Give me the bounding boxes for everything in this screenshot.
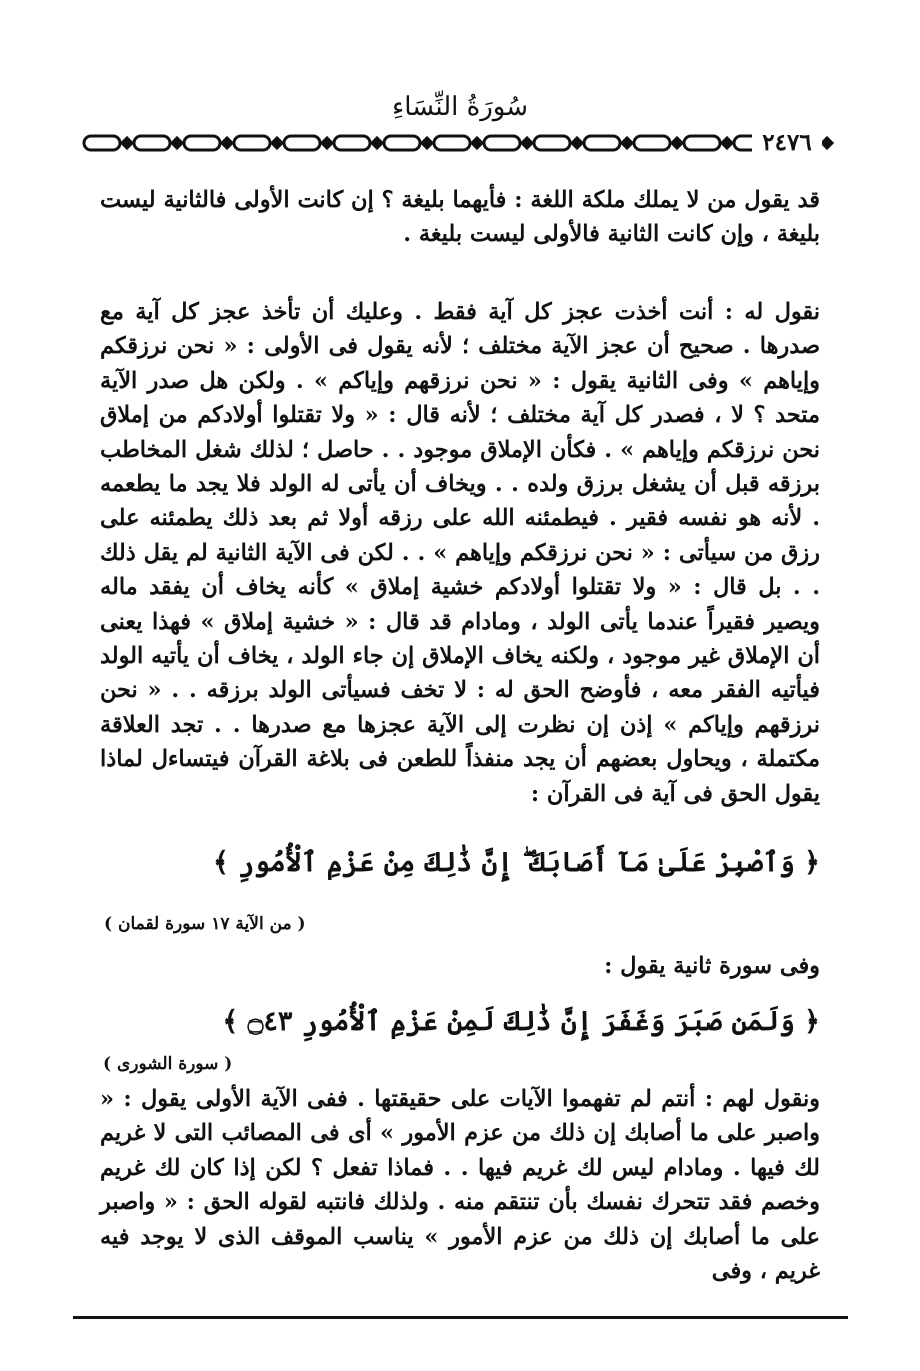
verse-1-reference: ( من الآية ١٧ سورة لقمان ) bbox=[104, 914, 306, 934]
paragraph-text: ونقول لهم : أنتم لم تفهموا الآيات على حقيقتها . ففى الآية الأولى يقول : « واصبر على ما أصابك إن ذلك من عزم الأمور » أى فى المصائب التى لا غريم لك فيها . ومادام ليس لك غريم فيها . . فماذا تفعل ؟ لكن إذا كان لك غريم وخصم فقد تتحرك نفسك بأن تنتقم منه . ولذلك فانتبه لقوله الحق : « واصبر على ما أصابك إن ذلك من عزم الأمور » يناسب الموقف الذى لا يوجد فيه غريم ، وفى bbox=[100, 1086, 820, 1285]
chain-link-oval bbox=[284, 136, 320, 150]
chain-link-oval bbox=[84, 136, 120, 150]
chain-link-oval bbox=[384, 136, 420, 150]
chain-link-oval bbox=[434, 136, 470, 150]
chain-link-oval bbox=[484, 136, 520, 150]
chain-diamond bbox=[322, 138, 332, 148]
chain-diamond bbox=[722, 138, 732, 148]
surah-title: سُورَةُ النِّسَاءِ bbox=[392, 92, 528, 122]
paragraph-3 bbox=[100, 1082, 820, 1288]
chain-diamond bbox=[672, 138, 682, 148]
page-number: ٢٤٧٦ bbox=[752, 129, 822, 156]
footer-rule bbox=[73, 1316, 848, 1319]
chain-diamond bbox=[272, 138, 282, 148]
verse-2-intro: وفى سورة ثانية يقول : bbox=[604, 953, 820, 979]
quran-verse-1: ﴿ وَٱصْبِرْ عَلَىٰ مَآ أَصَابَكَ ۖ إِنَّ ذَٰلِكَ مِنْ عَزْمِ ٱلْأُمُورِ ﴾ bbox=[213, 847, 820, 878]
chain-diamond bbox=[622, 138, 632, 148]
chain-diamond bbox=[222, 138, 232, 148]
ornamental-header-border bbox=[80, 128, 850, 158]
quran-verse-2: ﴿ وَلَمَن صَبَرَ وَغَفَرَ إِنَّ ذَٰلِكَ لَمِنْ عَزْمِ ٱلْأُمُورِ ۝٤٣ ﴾ bbox=[222, 1006, 820, 1037]
chain-link-oval bbox=[584, 136, 620, 150]
chain-diamond bbox=[522, 138, 532, 148]
verse-2-reference: ( سورة الشورى ) bbox=[103, 1054, 233, 1074]
chain-diamond bbox=[422, 138, 432, 148]
chain-diamond bbox=[372, 138, 382, 148]
chain-diamond bbox=[472, 138, 482, 148]
paragraph-text: قد يقول من لا يملك ملكة اللغة : فأيهما بليغة ؟ إن كانت الأولى فالثانية ليست بليغة ، وإن كانت الثانية فالأولى ليست بليغة . bbox=[100, 187, 820, 248]
chain-link-oval bbox=[184, 136, 220, 150]
paragraph-text: نقول له : أنت أخذت عجز كل آية فقط . وعليك أن تأخذ عجز كل آية مع صدرها . صحيح أن عجز الآية مختلف ؛ لأنه يقول فى الأولى : « نحن نرزقكم وإياهم » وفى الثانية يقول : « نحن نرزقهم وإياكم » . ولكن هل صدر الآية متحد ؟ لا ، فصدر كل آية مختلف ؛ لأنه قال : « ولا تقتلوا أولادكم من إملاق نحن نرزقكم وإياهم » . فكأن الإملاق موجود . . حاصل ؛ لذلك شغل المخاطب برزقه قبل أن يشغل برزق ولده . . ويخاف أن يأتى له الولد فلا يجد ما يطعمه . لأنه هو نفسه فقير . فيطمئنه الله على رزقه أولا ثم بعد ذلك يطمئنه على رزق من سيأتى : « نحن نرزقكم وإياهم » . . لكن فى الآية الثانية لم يقل ذلك . . بل قال : « ولا تقتلوا أولادكم خشية إملاق » كأنه يخاف أن يفقد ماله ويصير فقيراً عندما يأتى الولد ، ومادام قد قال : « خشية إملاق » فهذا يعنى أن الإملاق غير موجود ، ولكنه يخاف الإملاق إن جاء الولد ، يخاف أن يأتيه الولد فيأتيه الفقر معه ، فأوضح الحق له : لا تخف فسيأتى الولد برزقه . . « نحن نرزقهم وإياكم » إذن إن نظرت إلى الآية عجزها مع صدرها . . تجد العلاقة مكتملة ، ويحاول بعضهم أن يجد منفذاً للطعن فى بلاغة القرآن فيتساءل لماذا يقول الحق فى آية فى القرآن : bbox=[100, 299, 820, 807]
chain-link-oval bbox=[234, 136, 270, 150]
chain-diamond bbox=[172, 138, 182, 148]
chain-link-oval bbox=[534, 136, 570, 150]
paragraph-2 bbox=[100, 295, 820, 811]
chain-diamond bbox=[822, 138, 832, 148]
chain-link-oval bbox=[684, 136, 720, 150]
chain-link-oval bbox=[634, 136, 670, 150]
chain-diamond bbox=[122, 138, 132, 148]
chain-diamond bbox=[572, 138, 582, 148]
chain-link-oval bbox=[334, 136, 370, 150]
paragraph-1 bbox=[100, 183, 820, 252]
chain-link-oval bbox=[134, 136, 170, 150]
